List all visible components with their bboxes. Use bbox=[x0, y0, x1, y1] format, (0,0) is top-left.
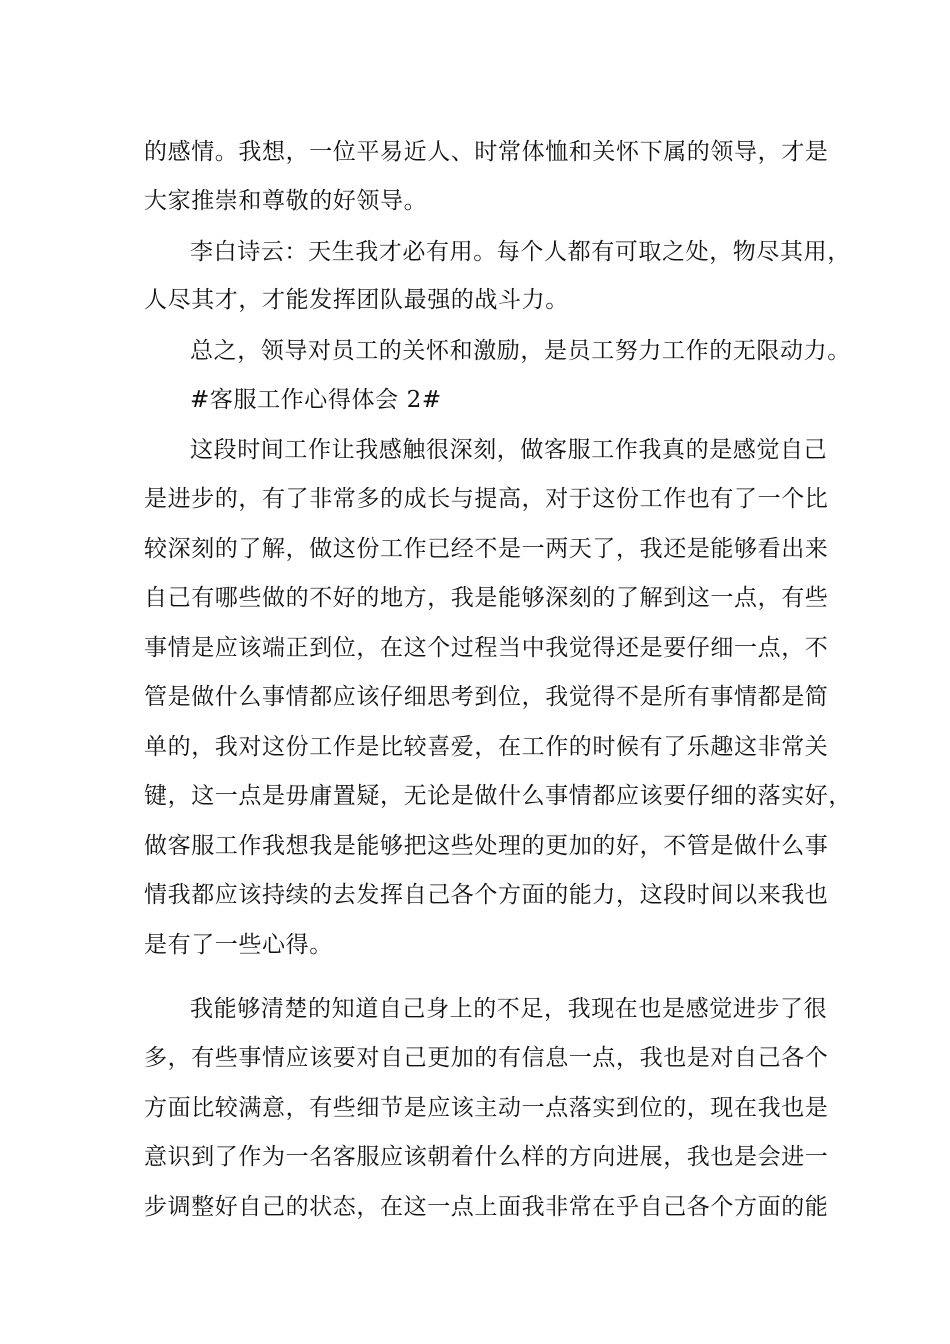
text-line: 的感情。我想，一位平易近人、时常体恤和关怀下属的领导，才是 bbox=[144, 139, 829, 165]
text-line: 自己有哪些做的不好的地方，我是能够深刻的了解到这一点，有些 bbox=[144, 585, 829, 611]
text-line: 方面比较满意，有些细节是应该主动一点落实到位的，现在我也是 bbox=[144, 1095, 829, 1121]
section-heading: #客服工作心得体会 2# bbox=[190, 387, 442, 413]
text-line: 步调整好自己的状态，在这一点上面我非常在乎自己各个方面的能 bbox=[144, 1194, 829, 1220]
text-line: 李白诗云：天生我才必有用。每个人都有可取之处，物尽其用， bbox=[190, 239, 851, 265]
text-line: 大家推崇和尊敬的好领导。 bbox=[144, 188, 428, 214]
text-line: 是进步的，有了非常多的成长与提高，对于这份工作也有了一个比 bbox=[144, 486, 829, 512]
text-line: 做客服工作我想我是能够把这些处理的更加的好，不管是做什么事 bbox=[144, 833, 829, 859]
text-line: 这段时间工作让我感触很深刻，做客服工作我真的是感觉自己 bbox=[190, 437, 828, 463]
text-line: 总之，领导对员工的关怀和激励，是员工努力工作的无限动力。 bbox=[190, 338, 851, 364]
text-line: 较深刻的了解，做这份工作已经不是一两天了，我还是能够看出来 bbox=[144, 536, 829, 562]
text-line: 单的，我对这份工作是比较喜爱，在工作的时候有了乐趣这非常关 bbox=[144, 734, 829, 760]
text-line: 是有了一些心得。 bbox=[144, 932, 333, 958]
text-line: 键，这一点是毋庸置疑，无论是做什么事情都应该要仔细的落实好， bbox=[144, 783, 852, 809]
text-line: 管是做什么事情都应该仔细思考到位，我觉得不是所有事情都是简 bbox=[144, 684, 829, 710]
text-line: 事情是应该端正到位，在这个过程当中我觉得还是要仔细一点，不 bbox=[144, 635, 829, 661]
text-line: 人尽其才，才能发挥团队最强的战斗力。 bbox=[144, 287, 569, 313]
text-line: 情我都应该持续的去发挥自己各个方面的能力，这段时间以来我也 bbox=[144, 882, 829, 908]
text-line: 意识到了作为一名客服应该朝着什么样的方向进展，我也是会进一 bbox=[144, 1144, 829, 1170]
text-line: 多，有些事情应该要对自己更加的有信息一点，我也是对自己各个 bbox=[144, 1045, 829, 1071]
text-line: 我能够清楚的知道自己身上的不足，我现在也是感觉进步了很 bbox=[190, 996, 828, 1022]
